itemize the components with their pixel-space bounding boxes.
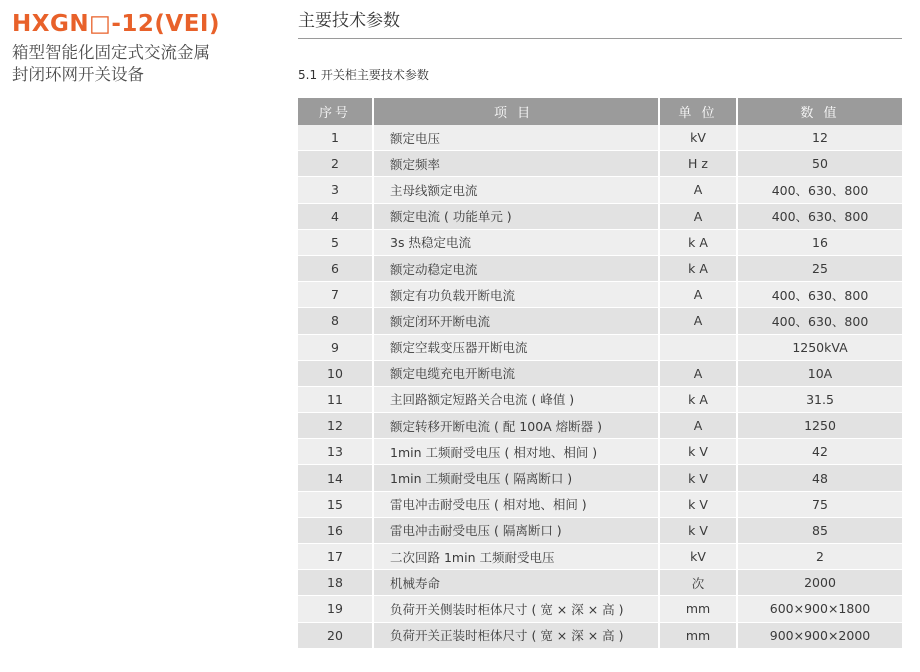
row-item: 雷电冲击耐受电压 ( 相对地、相间 ) — [374, 492, 660, 518]
row-value: 85 — [738, 518, 902, 544]
row-value: 400、630、800 — [738, 204, 902, 230]
row-item: 额定有功负载开断电流 — [374, 282, 660, 308]
row-index: 7 — [298, 282, 374, 308]
table-row — [298, 465, 902, 491]
row-index: 16 — [298, 518, 374, 544]
row-unit: A — [660, 177, 738, 203]
row-unit — [660, 335, 738, 361]
table-row — [298, 623, 902, 649]
table-row — [298, 335, 902, 361]
table-row — [298, 282, 902, 308]
table-row — [298, 518, 902, 544]
row-unit: mm — [660, 623, 738, 649]
row-item: 额定频率 — [374, 151, 660, 177]
table-row — [298, 413, 902, 439]
row-value: 42 — [738, 439, 902, 465]
row-item: 额定空载变压器开断电流 — [374, 335, 660, 361]
row-item: 主母线额定电流 — [374, 177, 660, 203]
header-unit: 单 位 — [660, 98, 738, 125]
table-row — [298, 439, 902, 465]
row-value: 16 — [738, 230, 902, 256]
row-item: 主回路额定短路关合电流 ( 峰值 ) — [374, 387, 660, 413]
row-index: 18 — [298, 570, 374, 596]
row-value: 12 — [738, 125, 902, 151]
table-row — [298, 387, 902, 413]
product-name — [12, 42, 272, 86]
row-item: 二次回路 1min 工频耐受电压 — [374, 544, 660, 570]
row-unit: mm — [660, 596, 738, 622]
row-item: 额定闭环开断电流 — [374, 308, 660, 334]
row-index: 9 — [298, 335, 374, 361]
table-row — [298, 570, 902, 596]
table-row — [298, 230, 902, 256]
row-item: 额定电缆充电开断电流 — [374, 361, 660, 387]
row-unit: kV — [660, 125, 738, 151]
row-unit: k V — [660, 439, 738, 465]
row-unit: k V — [660, 492, 738, 518]
row-index: 10 — [298, 361, 374, 387]
table-row — [298, 177, 902, 203]
row-index: 17 — [298, 544, 374, 570]
row-index: 13 — [298, 439, 374, 465]
table-row — [298, 492, 902, 518]
table-row — [298, 125, 902, 151]
row-item: 额定动稳定电流 — [374, 256, 660, 282]
table-row — [298, 204, 902, 230]
row-index: 15 — [298, 492, 374, 518]
table-row — [298, 544, 902, 570]
section-divider — [298, 38, 902, 39]
row-value: 48 — [738, 465, 902, 491]
row-index: 14 — [298, 465, 374, 491]
row-unit: kV — [660, 544, 738, 570]
row-value: 600×900×1800 — [738, 596, 902, 622]
row-value: 400、630、800 — [738, 282, 902, 308]
row-item: 额定电流 ( 功能单元 ) — [374, 204, 660, 230]
section-subtitle: 5.1 开关柜主要技术参数 — [298, 68, 429, 82]
row-unit: k V — [660, 518, 738, 544]
row-value: 31.5 — [738, 387, 902, 413]
row-value: 75 — [738, 492, 902, 518]
row-unit: k V — [660, 465, 738, 491]
row-unit: A — [660, 308, 738, 334]
row-unit: k A — [660, 387, 738, 413]
table-row — [298, 151, 902, 177]
row-index: 3 — [298, 177, 374, 203]
row-unit: A — [660, 204, 738, 230]
row-unit: A — [660, 282, 738, 308]
row-unit: k A — [660, 256, 738, 282]
row-index: 11 — [298, 387, 374, 413]
row-item: 额定转移开断电流 ( 配 100A 熔断器 ) — [374, 413, 660, 439]
row-item: 额定电压 — [374, 125, 660, 151]
row-value: 1250 — [738, 413, 902, 439]
row-value: 400、630、800 — [738, 308, 902, 334]
row-item: 负荷开关正装时柜体尺寸 ( 宽 × 深 × 高 ) — [374, 623, 660, 649]
row-index: 8 — [298, 308, 374, 334]
row-value: 2 — [738, 544, 902, 570]
row-index: 1 — [298, 125, 374, 151]
product-code: HXGN□-12(VEI) — [12, 11, 220, 37]
row-value: 2000 — [738, 570, 902, 596]
section-title: 主要技术参数 — [298, 11, 400, 31]
header-index: 序号 — [298, 98, 374, 125]
row-unit: H z — [660, 151, 738, 177]
row-index: 12 — [298, 413, 374, 439]
row-index: 6 — [298, 256, 374, 282]
table-body — [298, 125, 902, 649]
table-row — [298, 596, 902, 622]
row-item: 3s 热稳定电流 — [374, 230, 660, 256]
row-index: 20 — [298, 623, 374, 649]
product-name-line-2: 封闭环网开关设备 — [12, 65, 144, 84]
row-index: 4 — [298, 204, 374, 230]
row-item: 机械寿命 — [374, 570, 660, 596]
row-value: 10A — [738, 361, 902, 387]
row-item: 负荷开关侧装时柜体尺寸 ( 宽 × 深 × 高 ) — [374, 596, 660, 622]
parameters-table — [298, 98, 902, 649]
row-item: 1min 工频耐受电压 ( 隔离断口 ) — [374, 465, 660, 491]
row-value: 900×900×2000 — [738, 623, 902, 649]
row-value: 1250kVA — [738, 335, 902, 361]
row-value: 50 — [738, 151, 902, 177]
row-value: 25 — [738, 256, 902, 282]
table-row — [298, 256, 902, 282]
product-name-line-1: 箱型智能化固定式交流金属 — [12, 43, 210, 62]
row-unit: A — [660, 413, 738, 439]
product-header — [12, 10, 272, 86]
row-index: 5 — [298, 230, 374, 256]
row-unit: k A — [660, 230, 738, 256]
header-item: 项 目 — [374, 98, 660, 125]
row-index: 19 — [298, 596, 374, 622]
row-unit: A — [660, 361, 738, 387]
row-item: 1min 工频耐受电压 ( 相对地、相间 ) — [374, 439, 660, 465]
table-row — [298, 361, 902, 387]
row-item: 雷电冲击耐受电压 ( 隔离断口 ) — [374, 518, 660, 544]
table-header-row — [298, 98, 902, 125]
row-unit: 次 — [660, 570, 738, 596]
row-index: 2 — [298, 151, 374, 177]
table-row — [298, 308, 902, 334]
header-value: 数 值 — [738, 98, 902, 125]
row-value: 400、630、800 — [738, 177, 902, 203]
